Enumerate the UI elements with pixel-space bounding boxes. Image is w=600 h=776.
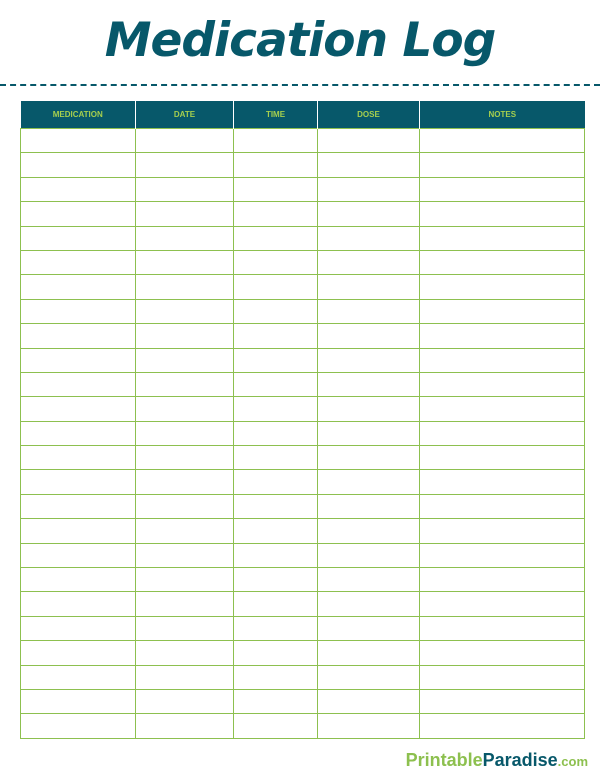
cell-medication[interactable]	[21, 470, 136, 494]
table-row	[21, 226, 585, 250]
cell-date[interactable]	[136, 129, 234, 153]
cell-date[interactable]	[136, 226, 234, 250]
cell-notes[interactable]	[420, 494, 585, 518]
cell-date[interactable]	[136, 470, 234, 494]
table-row	[21, 641, 585, 665]
dashed-divider	[0, 84, 600, 86]
cell-notes[interactable]	[420, 470, 585, 494]
cell-medication[interactable]	[21, 568, 136, 592]
table-row	[21, 202, 585, 226]
table-row	[21, 250, 585, 274]
cell-medication[interactable]	[21, 250, 136, 274]
cell-date[interactable]	[136, 299, 234, 323]
cell-notes[interactable]	[420, 616, 585, 640]
cell-time[interactable]	[234, 665, 318, 689]
cell-dose[interactable]	[318, 153, 420, 177]
cell-medication[interactable]	[21, 372, 136, 396]
cell-time[interactable]	[234, 446, 318, 470]
cell-date[interactable]	[136, 714, 234, 738]
cell-date[interactable]	[136, 275, 234, 299]
cell-time[interactable]	[234, 470, 318, 494]
medication-log-table	[20, 101, 585, 739]
cell-medication[interactable]	[21, 665, 136, 689]
cell-date[interactable]	[136, 421, 234, 445]
cell-notes[interactable]	[420, 568, 585, 592]
cell-dose[interactable]	[318, 397, 420, 421]
table-row	[21, 421, 585, 445]
cell-date[interactable]	[136, 494, 234, 518]
header-row	[21, 101, 585, 129]
table-row	[21, 299, 585, 323]
cell-notes[interactable]	[420, 689, 585, 713]
cell-medication[interactable]	[21, 153, 136, 177]
cell-time[interactable]	[234, 348, 318, 372]
column-header-date: DATE	[136, 101, 234, 129]
cell-date[interactable]	[136, 372, 234, 396]
cell-dose[interactable]	[318, 568, 420, 592]
column-header-notes: NOTES	[420, 101, 585, 129]
cell-notes[interactable]	[420, 202, 585, 226]
cell-medication[interactable]	[21, 202, 136, 226]
brand-logo	[406, 749, 588, 773]
cell-time[interactable]	[234, 592, 318, 616]
cell-time[interactable]	[234, 689, 318, 713]
cell-notes[interactable]	[420, 372, 585, 396]
cell-time[interactable]	[234, 616, 318, 640]
cell-date[interactable]	[136, 568, 234, 592]
cell-dose[interactable]	[318, 470, 420, 494]
cell-notes[interactable]	[420, 226, 585, 250]
cell-medication[interactable]	[21, 299, 136, 323]
cell-date[interactable]	[136, 446, 234, 470]
column-header-time: TIME	[234, 101, 318, 129]
cell-notes[interactable]	[420, 177, 585, 201]
cell-time[interactable]	[234, 519, 318, 543]
cell-medication[interactable]	[21, 129, 136, 153]
table-row	[21, 470, 585, 494]
table-row	[21, 568, 585, 592]
cell-medication[interactable]	[21, 543, 136, 567]
cell-time[interactable]	[234, 202, 318, 226]
table-row	[21, 592, 585, 616]
cell-dose[interactable]	[318, 348, 420, 372]
cell-date[interactable]	[136, 689, 234, 713]
table-row	[21, 275, 585, 299]
cell-notes[interactable]	[420, 275, 585, 299]
cell-date[interactable]	[136, 177, 234, 201]
cell-notes[interactable]	[420, 519, 585, 543]
cell-time[interactable]	[234, 372, 318, 396]
table-row	[21, 494, 585, 518]
cell-notes[interactable]	[420, 299, 585, 323]
cell-dose[interactable]	[318, 324, 420, 348]
cell-date[interactable]	[136, 153, 234, 177]
cell-medication[interactable]	[21, 446, 136, 470]
cell-medication[interactable]	[21, 714, 136, 738]
cell-date[interactable]	[136, 202, 234, 226]
cell-notes[interactable]	[420, 665, 585, 689]
cell-date[interactable]	[136, 616, 234, 640]
cell-time[interactable]	[234, 543, 318, 567]
table-row	[21, 177, 585, 201]
table-body	[21, 129, 585, 739]
cell-notes[interactable]	[420, 129, 585, 153]
cell-time[interactable]	[234, 421, 318, 445]
cell-dose[interactable]	[318, 129, 420, 153]
cell-time[interactable]	[234, 275, 318, 299]
cell-time[interactable]	[234, 714, 318, 738]
cell-date[interactable]	[136, 543, 234, 567]
cell-dose[interactable]	[318, 226, 420, 250]
cell-medication[interactable]	[21, 519, 136, 543]
cell-notes[interactable]	[420, 348, 585, 372]
cell-notes[interactable]	[420, 592, 585, 616]
cell-notes[interactable]	[420, 397, 585, 421]
brand-text-paradise: Paradise	[482, 750, 558, 770]
cell-medication[interactable]	[21, 177, 136, 201]
cell-medication[interactable]	[21, 226, 136, 250]
brand-text-printable: Printable	[405, 750, 483, 770]
cell-dose[interactable]	[318, 616, 420, 640]
cell-date[interactable]	[136, 324, 234, 348]
cell-medication[interactable]	[21, 494, 136, 518]
cell-dose[interactable]	[318, 275, 420, 299]
cell-notes[interactable]	[420, 153, 585, 177]
cell-time[interactable]	[234, 397, 318, 421]
cell-medication[interactable]	[21, 324, 136, 348]
cell-date[interactable]	[136, 592, 234, 616]
table-row	[21, 714, 585, 738]
cell-dose[interactable]	[318, 592, 420, 616]
cell-notes[interactable]	[420, 421, 585, 445]
cell-medication[interactable]	[21, 275, 136, 299]
table-row	[21, 372, 585, 396]
table-row	[21, 665, 585, 689]
table-row	[21, 397, 585, 421]
table-row	[21, 348, 585, 372]
table-row	[21, 689, 585, 713]
cell-time[interactable]	[234, 568, 318, 592]
cell-time[interactable]	[234, 250, 318, 274]
cell-dose[interactable]	[318, 202, 420, 226]
cell-medication[interactable]	[21, 397, 136, 421]
cell-medication[interactable]	[21, 592, 136, 616]
cell-date[interactable]	[136, 397, 234, 421]
cell-notes[interactable]	[420, 324, 585, 348]
cell-notes[interactable]	[420, 250, 585, 274]
cell-time[interactable]	[234, 641, 318, 665]
cell-time[interactable]	[234, 177, 318, 201]
page-title: Medication Log	[104, 13, 496, 68]
cell-medication[interactable]	[21, 348, 136, 372]
table-row	[21, 153, 585, 177]
table-row	[21, 616, 585, 640]
table-row	[21, 446, 585, 470]
cell-dose[interactable]	[318, 543, 420, 567]
cell-dose[interactable]	[318, 641, 420, 665]
cell-dose[interactable]	[318, 665, 420, 689]
cell-dose[interactable]	[318, 421, 420, 445]
table-row	[21, 519, 585, 543]
cell-time[interactable]	[234, 226, 318, 250]
cell-notes[interactable]	[420, 446, 585, 470]
cell-notes[interactable]	[420, 641, 585, 665]
cell-dose[interactable]	[318, 372, 420, 396]
table-row	[21, 324, 585, 348]
cell-time[interactable]	[234, 324, 318, 348]
cell-dose[interactable]	[318, 250, 420, 274]
table-row	[21, 129, 585, 153]
cell-notes[interactable]	[420, 543, 585, 567]
cell-date[interactable]	[136, 519, 234, 543]
cell-medication[interactable]	[21, 616, 136, 640]
cell-date[interactable]	[136, 250, 234, 274]
cell-dose[interactable]	[318, 299, 420, 323]
column-header-dose: DOSE	[318, 101, 420, 129]
cell-dose[interactable]	[318, 446, 420, 470]
cell-time[interactable]	[234, 494, 318, 518]
cell-medication[interactable]	[21, 421, 136, 445]
cell-time[interactable]	[234, 153, 318, 177]
cell-dose[interactable]	[318, 177, 420, 201]
cell-medication[interactable]	[21, 689, 136, 713]
cell-time[interactable]	[234, 129, 318, 153]
column-header-medication: MEDICATION	[21, 101, 136, 129]
cell-time[interactable]	[234, 299, 318, 323]
cell-notes[interactable]	[420, 714, 585, 738]
cell-dose[interactable]	[318, 519, 420, 543]
cell-date[interactable]	[136, 665, 234, 689]
cell-medication[interactable]	[21, 641, 136, 665]
brand-text-com: .com	[557, 754, 588, 769]
cell-date[interactable]	[136, 348, 234, 372]
table-row	[21, 543, 585, 567]
cell-dose[interactable]	[318, 714, 420, 738]
cell-dose[interactable]	[318, 494, 420, 518]
cell-date[interactable]	[136, 641, 234, 665]
cell-dose[interactable]	[318, 689, 420, 713]
table-header	[21, 101, 585, 129]
